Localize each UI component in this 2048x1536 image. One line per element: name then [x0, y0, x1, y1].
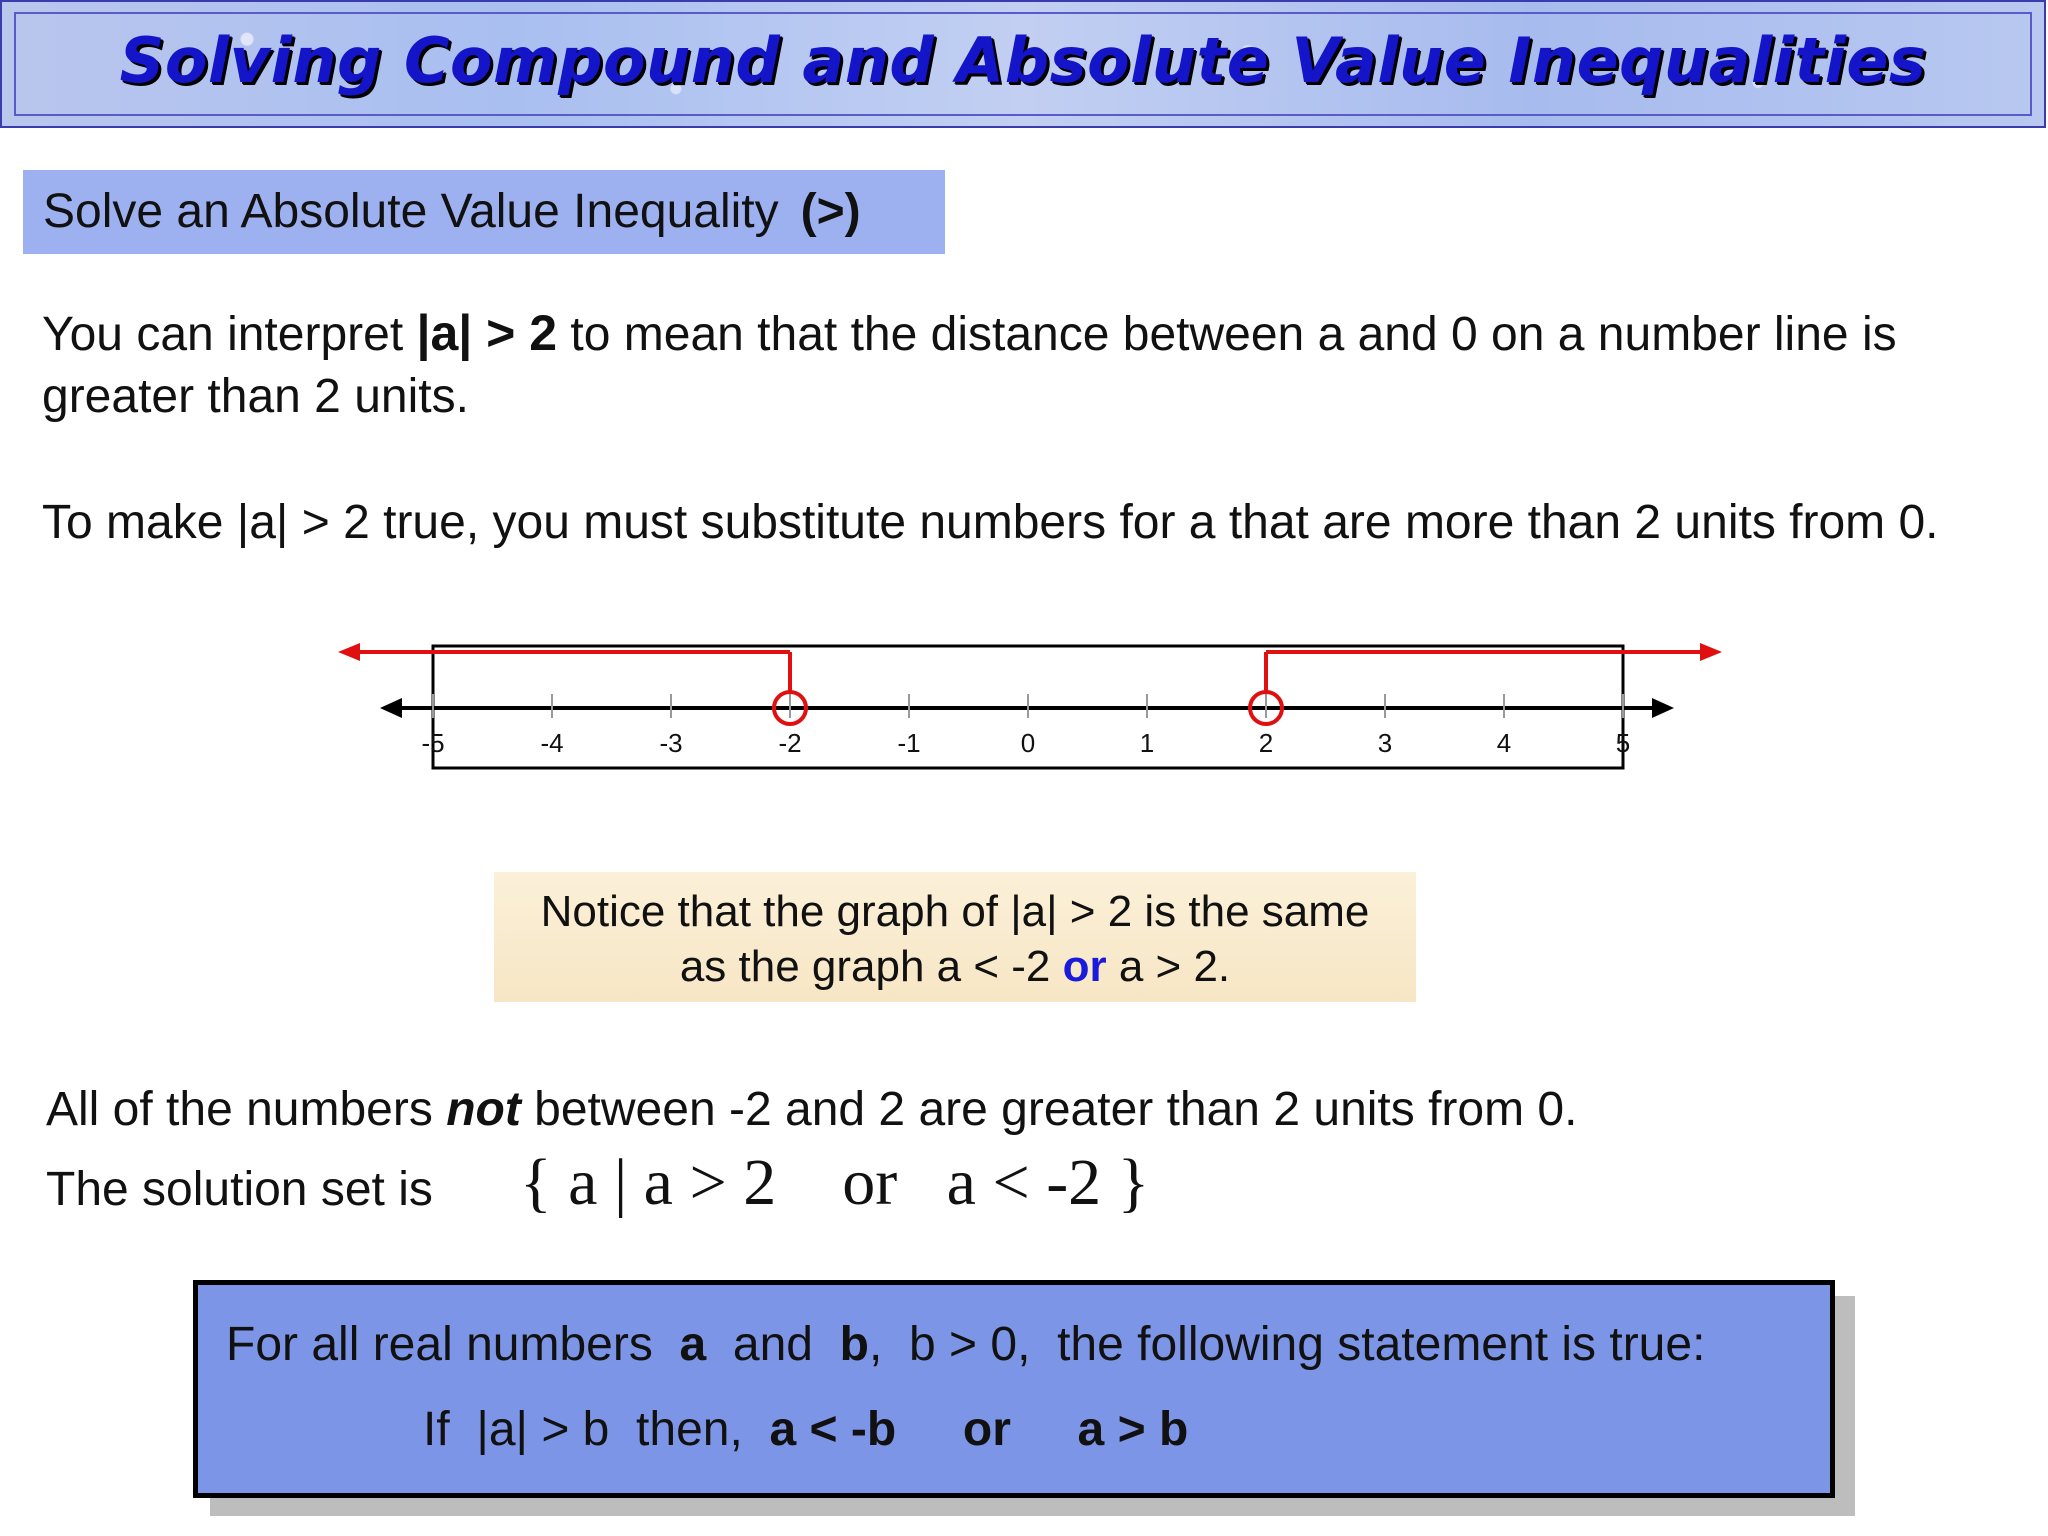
rule-box [193, 1280, 1835, 1498]
section-heading-text: Solve an Absolute Value Inequality [43, 185, 779, 238]
tick-label: 3 [1377, 728, 1393, 758]
tick-label: 0 [1020, 728, 1036, 758]
solution-set-expression: { a | a > 2 or a < -2 } [520, 1146, 1150, 1219]
tick-label: -4 [540, 728, 564, 758]
substitution-paragraph: To make |a| > 2 true, you must substitute numbers for a that are more than 2 units from 0. [42, 496, 1939, 549]
rule-text-b: and [706, 1318, 840, 1371]
rule-statement [226, 1317, 1705, 1372]
rule-case-greater: a > b [1077, 1403, 1189, 1456]
interpretation-text-start: You can interpret [42, 308, 417, 361]
notice-line-2-end: a > 2. [1106, 942, 1231, 991]
solution-graph [338, 643, 1722, 724]
title-banner [0, 0, 2046, 128]
inequality-expression: |a| > 2 [416, 305, 558, 361]
not-between-start: All of the numbers [46, 1083, 447, 1136]
rule-text-a: For all real numbers [226, 1318, 680, 1371]
tick-label: -2 [778, 728, 802, 758]
tick-label: 2 [1258, 728, 1274, 758]
tick-group [421, 694, 1630, 758]
axis-arrow-right-icon [1652, 698, 1674, 718]
tick-label: 5 [1615, 728, 1631, 758]
interpretation-paragraph [42, 302, 2032, 428]
rule-or: or [896, 1403, 1078, 1456]
left-ray-arrow-icon [338, 643, 360, 661]
right-ray-arrow-icon [1700, 643, 1722, 661]
rule-if-text: If |a| > b then, [423, 1403, 770, 1456]
section-heading [23, 170, 945, 254]
not-between-end: between -2 and 2 are greater than 2 units from 0. [520, 1083, 1578, 1136]
tick-label: 4 [1496, 728, 1512, 758]
not-between-sentence [46, 1082, 1577, 1137]
rule-var-b: b [839, 1318, 869, 1371]
page-title: Solving Compound and Absolute Value Inequalities [119, 24, 1927, 97]
notice-line-2 [494, 939, 1416, 994]
rule-var-a: a [679, 1318, 707, 1371]
rule-text-c: , b > 0, the following statement is true: [868, 1318, 1706, 1371]
not-emphasis: not [446, 1083, 521, 1136]
notice-line-1: Notice that the graph of |a| > 2 is the same [540, 887, 1370, 936]
tick-label: -3 [659, 728, 683, 758]
solution-set-label: The solution set is [46, 1163, 433, 1216]
notice-box [494, 872, 1416, 1002]
notice-line-2-start: as the graph a < -2 [679, 942, 1063, 991]
tick-label: -1 [897, 728, 921, 758]
number-line-graph [320, 630, 1740, 780]
interpretation-text-end: to mean that the distance between a and 0 on a number line is greater than 2 units. [42, 308, 1897, 423]
tick-label: -5 [421, 728, 445, 758]
notice-or-keyword: or [1062, 942, 1107, 991]
tick-label: 1 [1139, 728, 1155, 758]
rule-conclusion [423, 1402, 1188, 1457]
axis-arrow-left-icon [380, 698, 402, 718]
rule-case-less: a < -b [769, 1403, 897, 1456]
section-heading-symbol: (>) [800, 185, 861, 238]
